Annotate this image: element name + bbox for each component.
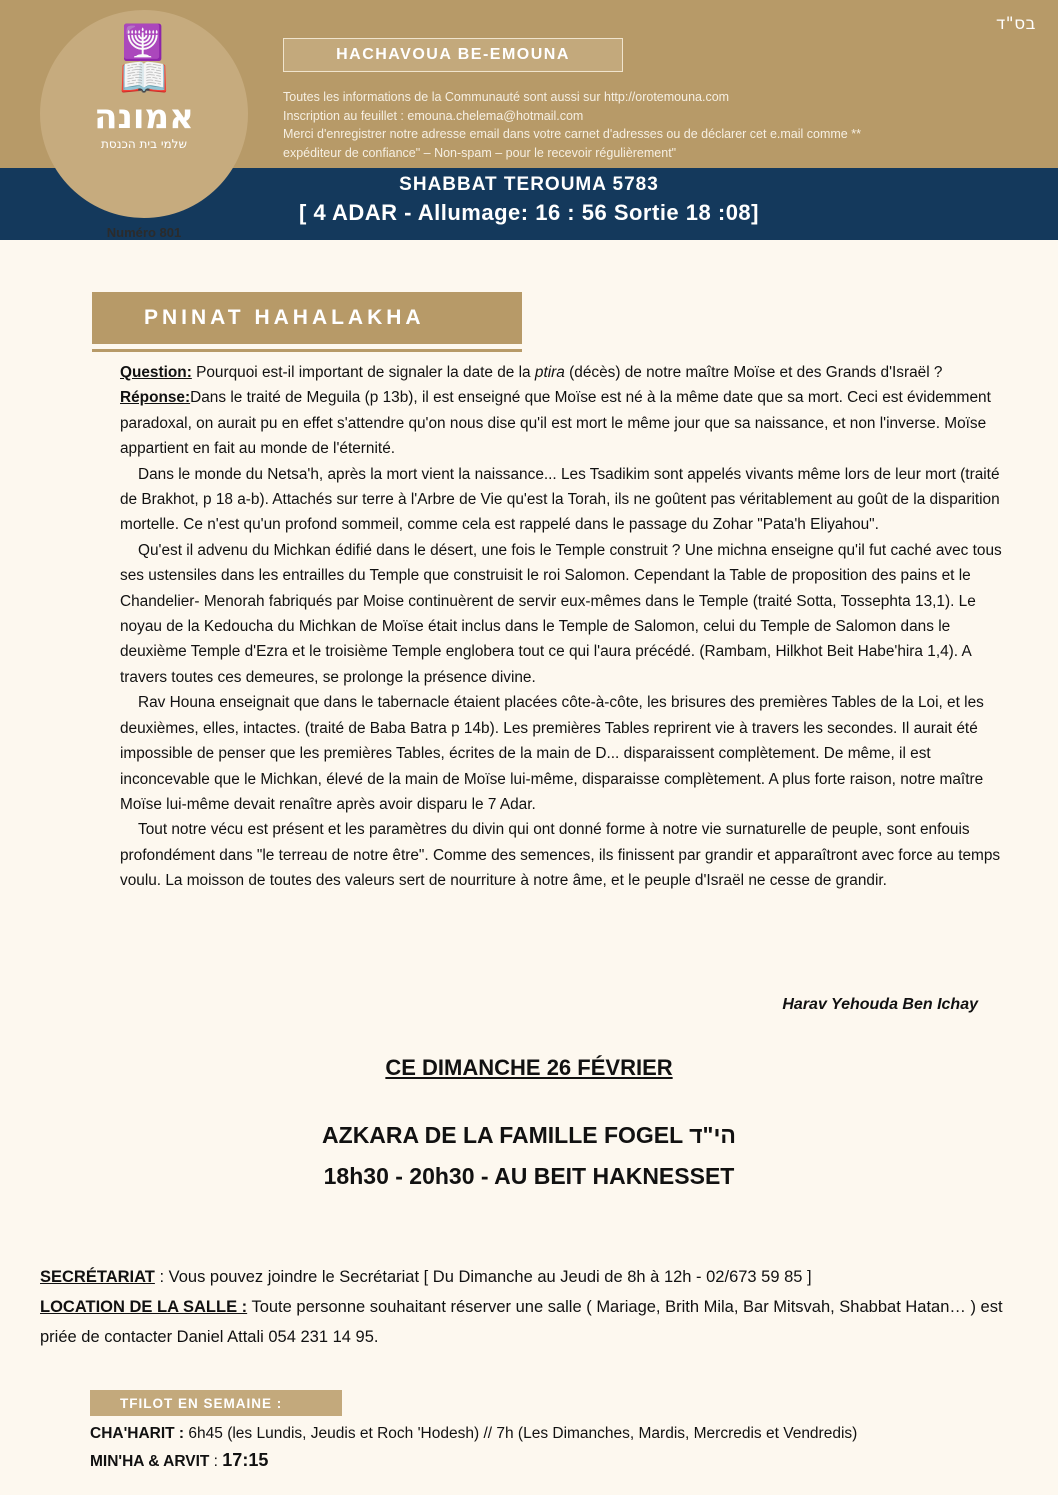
announcement-line-1: AZKARA DE LA FAMILLE FOGEL הי"ד xyxy=(322,1122,736,1148)
question-text-2: (décès) de notre maître Moïse et des Grands d'Israël ? xyxy=(564,364,943,381)
answer-label: Réponse: xyxy=(120,389,191,407)
paragraph-1: Dans le traité de Meguila (p 13b), il est enseigné que Moïse est né à la même date que sa mort. Ceci est évidemment paradoxal, on aurait pu en effet s'attendre qu'on nous dise qu'il est mort le même jour que sa naissance, et non l'inverse. Moïse appartient en fait au monde de l'éternité. xyxy=(120,389,991,458)
issue-number: Numéro 801 xyxy=(106,225,182,240)
tfilot-banner: TFILOT EN SEMAINE : xyxy=(90,1390,342,1416)
logo-circle xyxy=(40,10,248,240)
header-info-line-2: Inscription au feuillet : emouna.chelema@hotmail.com xyxy=(283,108,584,123)
article-body xyxy=(120,360,1020,894)
shabbat-times: [ 4 ADAR - Allumage: 16 : 56 Sortie 18 :08] xyxy=(299,200,759,225)
paragraph-2: Dans le monde du Netsa'h, après la mort vient la naissance... Les Tsadikim sont appelés vivants même lors de leur mort (traité de Brakhot, p 18 a-b). Attachés sur terre à l'Arbre de Vie qu'est la Torah, ils ne goûtent pas véritablement au goût de la disparition mortelle. Ce n'est qu'un profond sommeil, comme cela est rappelé dans le passage du Zohar "Pata'h Eliyahou". xyxy=(120,465,1000,534)
paragraph-5: Tout notre vécu est présent et les paramètres du divin qui ont donné forme à notre vie surnaturelle de peuple, sont enfouis profondément dans "le terreau de notre être". Comme des semences, ils finissent par grandir et apparaîtront avec force au temps voulu. La moisson de toutes des valeurs sert de nourriture à notre âme, et le peuple d'Israël ne cesse de grandir. xyxy=(120,821,1001,890)
header-info-line-4: expéditeur de confiance" – Non-spam – pour le recevoir régulièrement" xyxy=(283,145,677,160)
logo-content xyxy=(40,24,248,152)
question-label: Question: xyxy=(120,364,192,381)
article-signature: Harav Yehouda Ben Ichay xyxy=(782,996,978,1013)
secretariat-row xyxy=(40,1262,1030,1292)
pninat-underline xyxy=(92,349,522,352)
info-block xyxy=(40,1262,1030,1352)
secretariat-text: : Vous pouvez joindre le Secrétariat [ Du Dimanche au Jeudi de 8h à 12h - 02/673 59 85 ] xyxy=(154,1268,812,1286)
minha-separator: : xyxy=(209,1453,223,1470)
announcement-line-2: 18h30 - 20h30 - AU BEIT HAKNESSET xyxy=(323,1163,735,1189)
charit-row xyxy=(90,1425,1030,1443)
header-info-line-3: Merci d'enregistrer notre adresse email dans votre carnet d'adresses ou de déclarer cet e.mail comme ** xyxy=(283,127,861,141)
minha-label: MIN'HA & ARVIT xyxy=(90,1453,210,1470)
charit-text: 6h45 (les Lundis, Jeudis et Roch 'Hodesh) // 7h (Les Dimanches, Mardis, Mercredis et Vendredis) xyxy=(184,1425,858,1442)
logo-hebrew-name: אמונה xyxy=(94,97,194,137)
flame-icon: 🕎 xyxy=(121,24,167,62)
paragraph-4: Rav Houna enseignait que dans le tabernacle étaient placées côte-à-côte, les brisures des premières Tables de la Loi, et les deuxièmes, elles, intactes. (traité de Baba Batra p 14b). Les premières Tables reprirent vie à travers les secondes. Il aurait été impossible de penser que les premières Tables, écrites de la main de D... disparaissent complètement. De même, il est inconcevable que le Michkan, élevé de la main de Moïse lui-même, disparaisse complètement. A plus forte raison, notre maître Moïse lui-même devait renaître après avoir disparu le 7 Adar. xyxy=(120,694,984,813)
secretariat-label: SECRÉTARIAT xyxy=(40,1268,155,1286)
logo-hebrew-subtitle: שלמי בית הכנסת xyxy=(101,137,187,151)
minha-row xyxy=(90,1450,1030,1471)
book-icon: 📖 xyxy=(119,56,169,100)
bsd-text: בס"ד xyxy=(996,14,1036,34)
shabbat-title: SHABBAT TEROUMA 5783 xyxy=(399,174,659,195)
location-row xyxy=(40,1292,1030,1352)
location-text: Toute personne souhaitant réserver une salle ( Mariage, Brith Mila, Bar Mitsvah, Shabbat Hatan… ) est priée de contacter Daniel Attali 054 231 14 95. xyxy=(40,1298,1003,1346)
paragraph-3: Qu'est il advenu du Michkan édifié dans le désert, une fois le Temple construit ? Une michna enseigne qu'il fut caché avec tous ses ustensiles dans les entrailles du Temple que construisit le roi Salomon. Cependant la Table de proposition des pains et le Chandelier- Menorah fabriqués par Moise continuèrent de servir eux-mêmes dans le Temple (traité Sotta, Tossephta 13,1). Le noyau de la Kedoucha du Michkan de Moïse était inclus dans le Temple de Salomon, celui du Temple de Salomon dans le deuxième Temple d'Ezra et le troisième Temple englobera tout ce qui l'aura précédé. (Rambam, Hilkhot Beit Habe'hira 1,4). A travers toutes ces demeures, se prolonge la présence divine. xyxy=(120,541,1002,686)
location-label: LOCATION DE LA SALLE : xyxy=(40,1298,248,1316)
charit-label: CHA'HARIT : xyxy=(90,1425,185,1442)
header-info-lines xyxy=(283,88,983,162)
minha-time: 17:15 xyxy=(222,1450,269,1470)
article-answer-intro xyxy=(120,385,1020,461)
question-text-1: Pourquoi est-il important de signaler la date de la xyxy=(191,364,535,381)
question-italic: ptira xyxy=(534,364,565,381)
article-question xyxy=(120,360,1020,385)
pninat-hahalakha-banner: PNINAT HAHALAKHA xyxy=(92,292,522,344)
hachavoua-title-box: HACHAVOUA BE-EMOUNA xyxy=(283,38,623,72)
announcement-date: CE DIMANCHE 26 FÉVRIER xyxy=(385,1055,673,1080)
header-info-line-1: Toutes les informations de la Communauté sont aussi sur http://orotemouna.com xyxy=(283,90,730,104)
